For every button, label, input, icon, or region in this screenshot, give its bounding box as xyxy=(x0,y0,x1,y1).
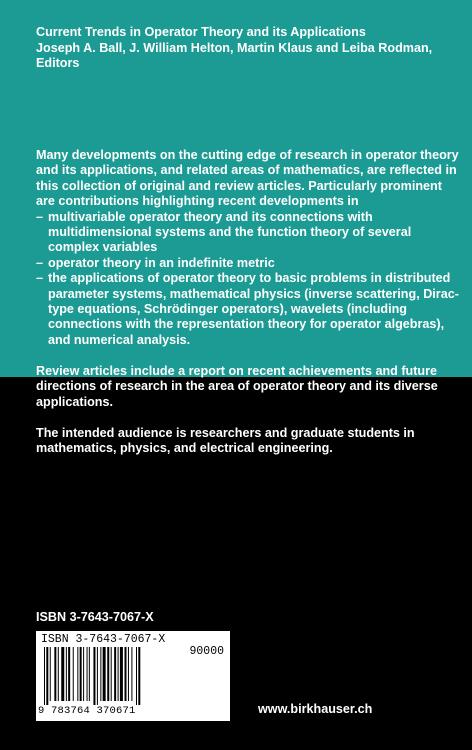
audience-paragraph: The intended audience is researchers and graduate students in mathematics, physics, and electrical engineering. xyxy=(36,426,415,456)
barcode-ean-digits: 9 783764 370671 xyxy=(38,705,136,717)
barcode-bar xyxy=(77,647,78,701)
publisher-website: www.birkhauser.ch xyxy=(258,702,373,716)
barcode-bar xyxy=(44,647,45,705)
barcode-bar xyxy=(66,647,67,701)
barcode-bar xyxy=(80,647,82,701)
editors-role: Editors xyxy=(36,56,80,70)
series-header xyxy=(36,25,456,72)
blurb-intro: Many developments on the cutting edge of research in operator theory and its applications, and related areas of mathematics, are reflected in this collection of original and review articles. Particularly prominent are contributions highlighting recent developments in xyxy=(36,148,459,209)
barcode-bar xyxy=(107,647,109,701)
barcode-isbn-label: ISBN 3-7643-7067-X xyxy=(41,633,166,646)
barcode-bar xyxy=(114,647,116,701)
barcode-bar xyxy=(46,647,48,705)
barcode-bar xyxy=(50,647,51,701)
barcode-bar xyxy=(97,647,98,705)
topic-item: – operator theory in an indefinite metric xyxy=(36,256,461,271)
barcode-bar xyxy=(118,647,119,701)
barcode-bar xyxy=(120,647,123,701)
barcode-bar xyxy=(111,647,112,701)
barcode-bar xyxy=(138,647,140,705)
barcode-bars xyxy=(44,647,182,705)
topics-list xyxy=(36,210,461,349)
barcode-bar xyxy=(93,647,95,705)
isbn-text: ISBN 3-7643-7067-X xyxy=(36,610,154,624)
description-blurb xyxy=(36,148,461,348)
barcode-bar xyxy=(100,647,101,701)
review-paragraph: Review articles include a report on recent achievements and future directions of research in the area of operator theory and its diverse applications. xyxy=(36,364,438,409)
barcode-bar xyxy=(128,647,129,701)
barcode-bar xyxy=(103,647,106,701)
barcode-bar xyxy=(125,647,127,701)
barcode-bar xyxy=(87,647,88,701)
barcode-bar xyxy=(58,647,59,701)
barcode-price-code: 90000 xyxy=(189,645,224,658)
barcode-bar xyxy=(83,647,84,701)
barcode-bar xyxy=(68,647,70,701)
topic-item: – multivariable operator theory and its connections with multidimensional systems and the function theory of several complex variables xyxy=(36,210,461,256)
barcode-bar xyxy=(54,647,56,701)
barcode-bar xyxy=(73,647,74,701)
barcode-bar xyxy=(61,647,64,701)
barcode-bar xyxy=(89,647,90,701)
barcode xyxy=(36,631,230,721)
barcode-bar xyxy=(131,647,132,701)
book-title: Current Trends in Operator Theory and its Applications xyxy=(36,25,366,39)
editors-line: Joseph A. Ball, J. William Helton, Martin Klaus and Leiba Rodman, xyxy=(36,40,433,55)
topic-item: – the applications of operator theory to basic problems in distributed parameter systems, mathematical physics (inverse scattering, Dirac-type equations, Schrödinger operators), wavelets (including connections with the representation theory for operator algebras), and numerical analysis. xyxy=(36,271,461,348)
barcode-bar xyxy=(136,647,137,705)
